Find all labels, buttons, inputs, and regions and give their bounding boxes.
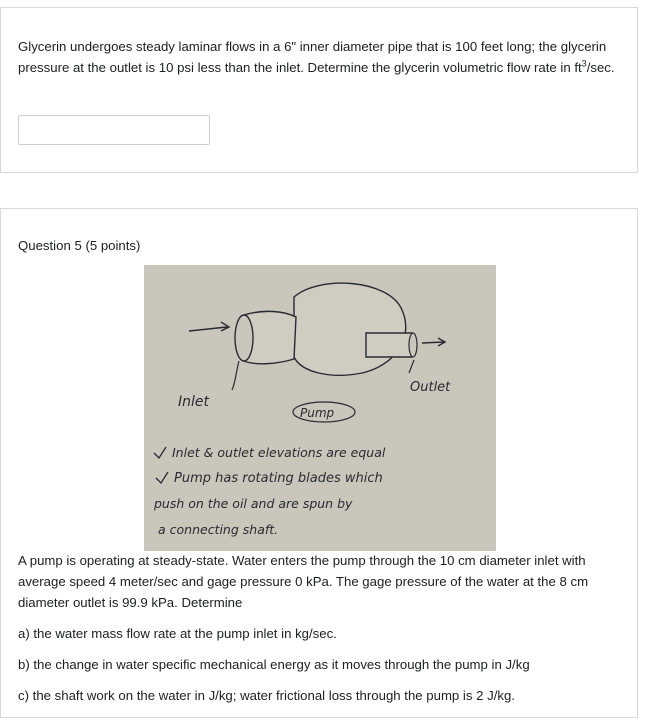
pump-sketch: [144, 265, 496, 551]
unit-base: ft: [574, 60, 582, 75]
question-5-item-b: b) the change in water specific mechanical energy as it moves through the pump in J/kg: [18, 657, 530, 672]
note-line-4: a connecting shaft.: [158, 522, 279, 537]
answer-input[interactable]: [18, 115, 210, 145]
question-5-body: [18, 550, 623, 716]
question-5-item-a: a) the water mass flow rate at the pump inlet in kg/sec.: [18, 626, 337, 641]
note-line-2: Pump has rotating blades which: [174, 471, 383, 486]
question-5-item-c: c) the shaft work on the water in J/kg; water frictional loss through the pump is 2 J/kg.: [18, 688, 515, 703]
unit-rest: /sec.: [586, 60, 615, 75]
note-line-1: Inlet & outlet elevations are equal: [172, 445, 386, 460]
pump-diagram-photo: [144, 265, 496, 551]
question-4-card: [0, 7, 638, 173]
question-5-card: [0, 208, 638, 718]
question-5-title: Question 5 (5 points): [18, 238, 141, 253]
label-pump: Pump: [300, 406, 335, 420]
label-inlet: Inlet: [178, 394, 209, 410]
question-5-intro: A pump is operating at steady-state. Water enters the pump through the 10 cm diameter inlet with average speed 4 meter/sec and gage pressure 0 kPa. The gage pressure of the water at the 8 cm diameter outlet is 99.9 kPa. Determine: [18, 553, 589, 610]
question-4-prompt: Glycerin undergoes steady laminar flows in a 6" inner diameter pipe that is 100 feet long; the glycerin pressure at the outlet is 10 psi less than the inlet. Determine the glycerin volumetric flow rate in: [18, 39, 607, 75]
note-line-3: push on the oil and are spun by: [154, 496, 353, 511]
unit-exponent: 3: [581, 58, 587, 69]
label-outlet: Outlet: [410, 380, 451, 395]
question-4-text: [18, 36, 623, 78]
